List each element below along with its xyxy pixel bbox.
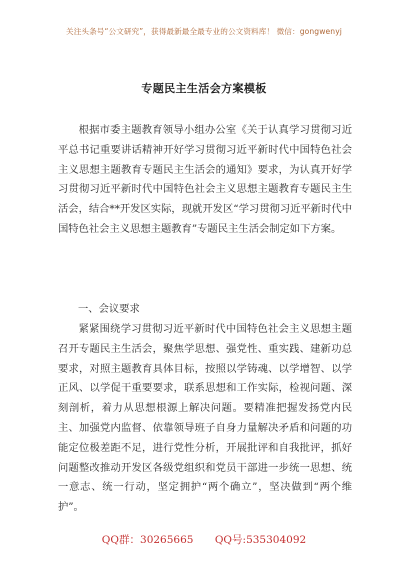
document-title: 专题民主生活会方案模板: [141, 82, 267, 95]
qq-group-label: QQ群：30265665: [101, 534, 194, 546]
section-heading-meeting-requirements: 一、会议要求: [78, 303, 140, 315]
promo-banner: 关注头条号“公文研究”，获得最新最全最专业的公文资料库！ 微信：gongwenyj: [66, 27, 342, 36]
intro-paragraph: 根据市委主题教育领导小组办公室《关于认真学习贯彻习近平总书记重要讲话精神开好学习贯彻习近平新时代中国特色社会主义思想主题教育专题民主生活会的通知》要求，为认真开好学习贯彻习近平新时代中国特色社会主义思想主题教育专题民主生活会，结合**开发区实际，现就开发区“学习贯彻习近平新时代中国特色社会主义思想主题教育”专题民主生活会制定如下方案。: [58, 124, 352, 235]
meeting-requirements-paragraph: 紧紧围绕学习贯彻习近平新时代中国特色社会主义思想主题召开专题民主生活会，聚焦学思想、强党性、重实践、建新功总要求，对照主题教育具体目标，按照以学铸魂、以学增智、以学正风、以学促干重要要求，联系思想和工作实际，检视问题、深刻剖析，着力从思想根源上解决问题。要精准把握发扬党内民主、加强党内监督、依靠领导班子自身力量解决矛盾和问题的功能定位极差距不足，进行党性分析，开展批评和自我批评，抓好问题整改推动开发区各级党组织和党员干部进一步统一思想、统一意志、统一行动，坚定拥护“两个确立”，坚决做到“两个维护”。: [58, 323, 352, 514]
contact-footer: [0, 532, 408, 547]
qq-number-label: QQ号:535304092: [214, 534, 307, 546]
